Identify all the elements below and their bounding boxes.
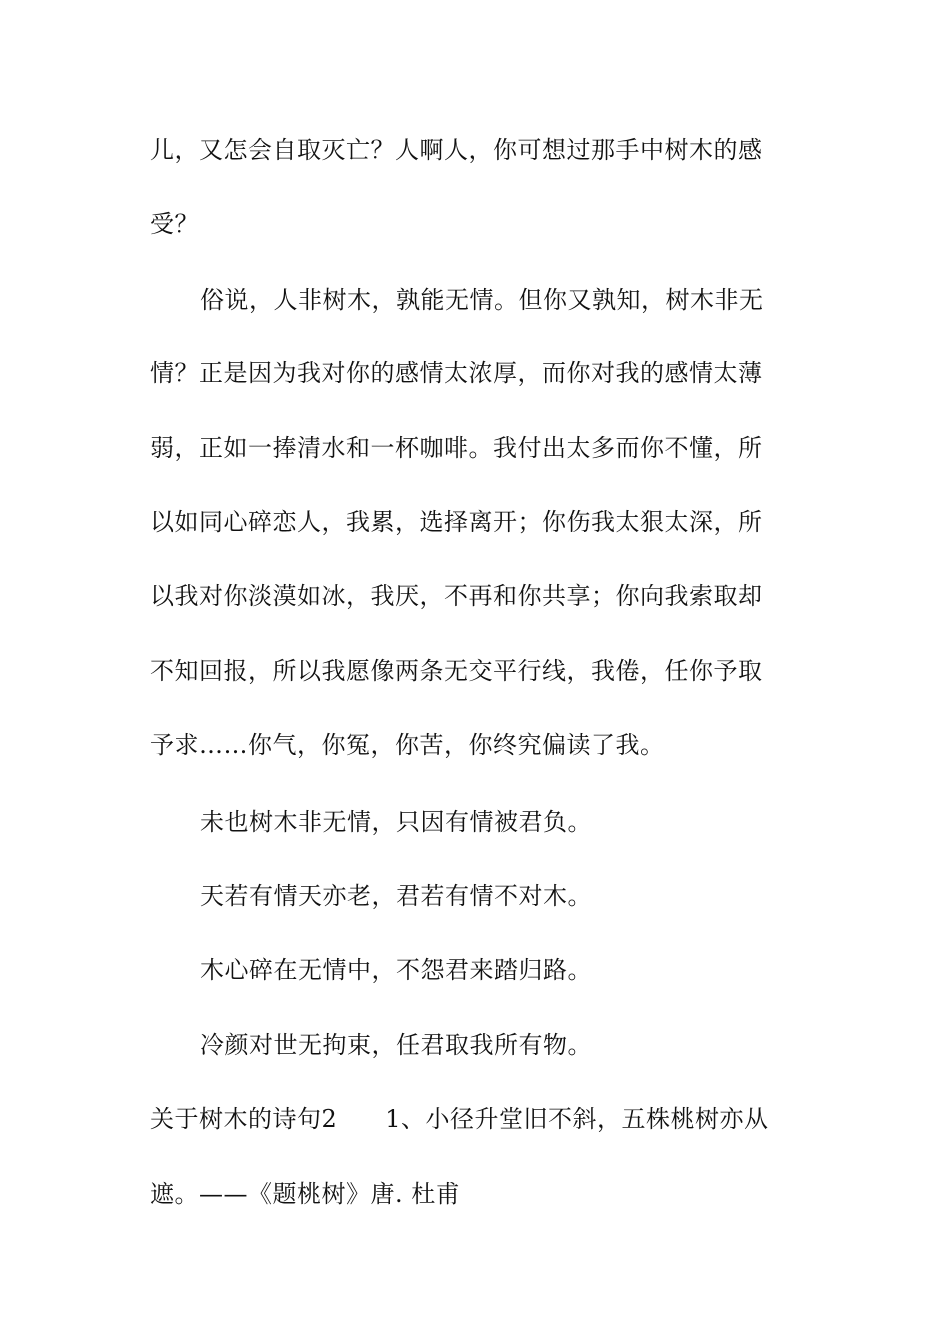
paragraph-line: 弱，正如一捧清水和一杯咖啡。我付出太多而你不懂，所 <box>150 434 763 462</box>
poem-line: 未也树木非无情，只因有情被君负。 <box>200 808 592 836</box>
poem-line: 木心碎在无情中，不怨君来踏归路。 <box>200 956 592 984</box>
paragraph-line: 予求……你气，你冤，你苦，你终究偏读了我。 <box>150 731 665 759</box>
paragraph-line: 以我对你淡漠如冰，我厌，不再和你共享；你向我索取却 <box>150 582 763 610</box>
paragraph-line: 以如同心碎恋人，我累，选择离开；你伤我太狠太深，所 <box>150 508 763 536</box>
poem-line: 冷颜对世无拘束，任君取我所有物。 <box>200 1031 592 1059</box>
section-heading: 关于树木的诗句2 <box>150 1105 338 1133</box>
poem-entry-source: 遮。——《题桃树》唐. 杜甫 <box>150 1180 461 1208</box>
paragraph-line: 俗说，人非树木，孰能无情。但你又孰知，树木非无 <box>200 286 764 314</box>
poem-line: 天若有情天亦老，君若有情不对木。 <box>200 882 592 910</box>
paragraph-line: 情？正是因为我对你的感情太浓厚，而你对我的感情太薄 <box>150 359 763 387</box>
poem-entry-text: 1、小径升堂旧不斜，五株桃树亦从 <box>385 1105 769 1133</box>
paragraph-line: 儿，又怎会自取灭亡？人啊人，你可想过那手中树木的感 <box>150 136 763 164</box>
paragraph-line: 受？ <box>150 210 199 238</box>
section-line <box>150 1103 810 1135</box>
paragraph-line: 不知回报，所以我愿像两条无交平行线，我倦，任你予取 <box>150 657 763 685</box>
